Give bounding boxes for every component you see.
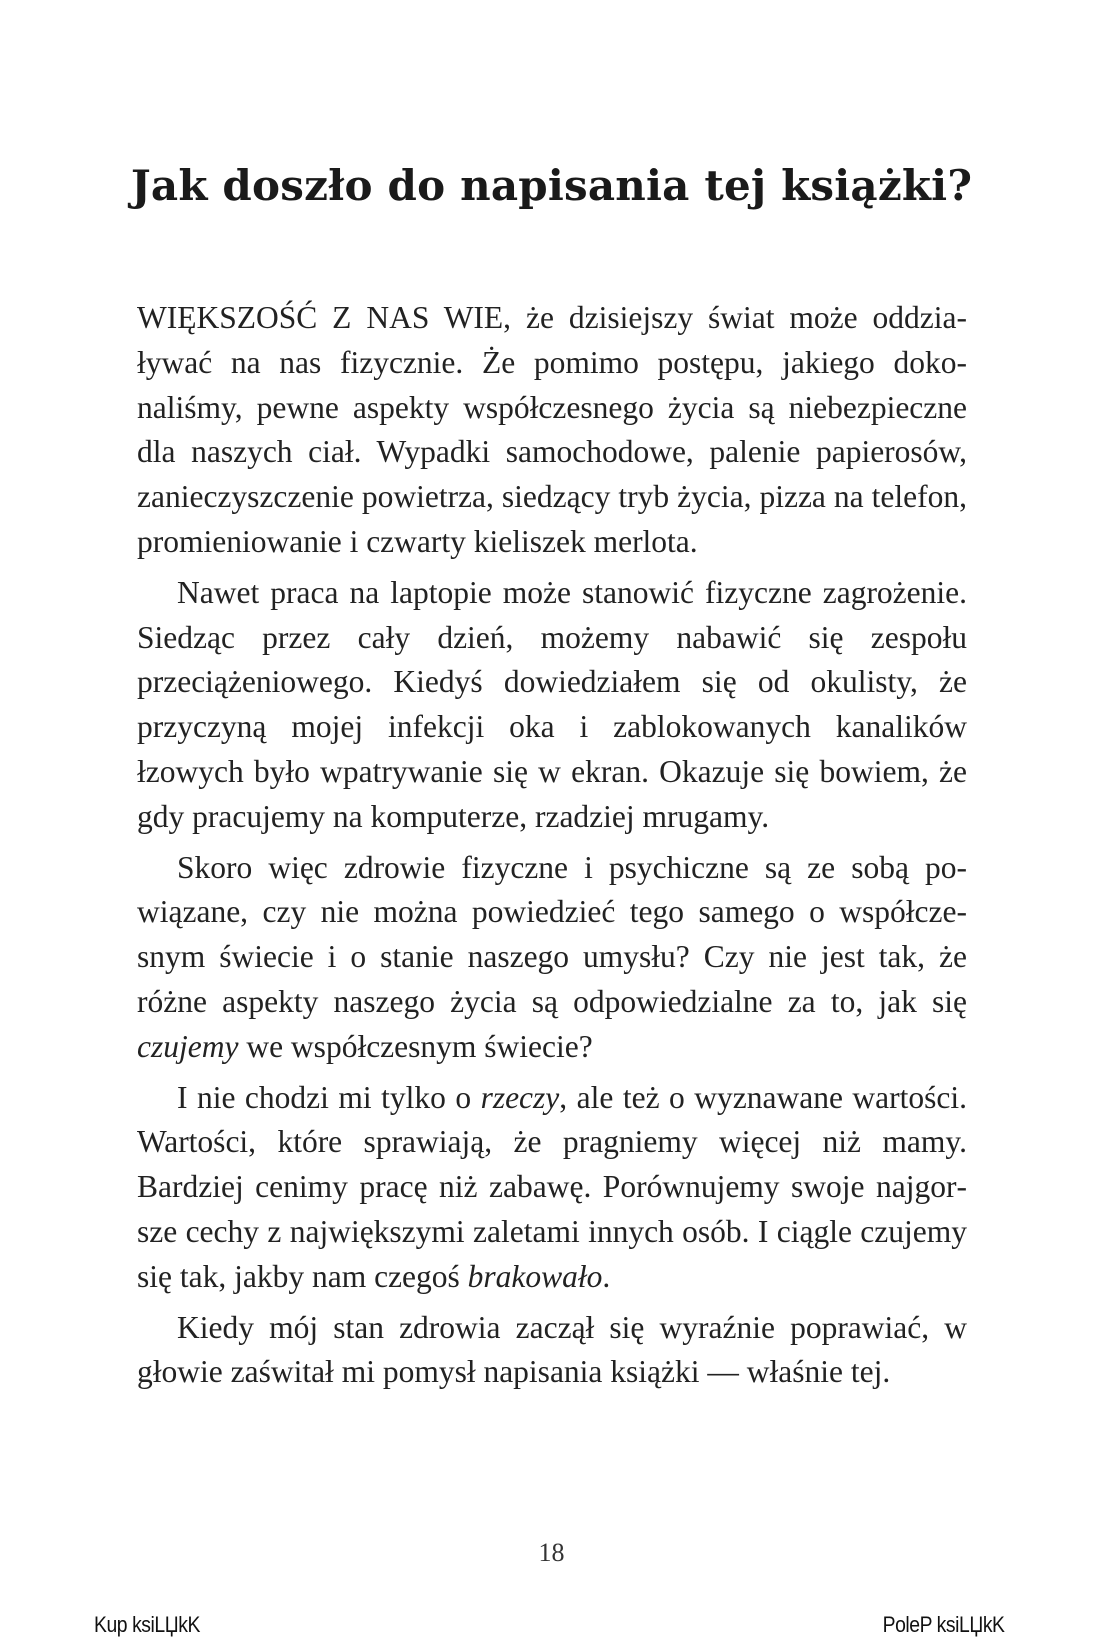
paragraph-4-text-middle: , ale też o wyznawane wartości. Wartości, które sprawiają, że pragniemy więcej niż mamy. Bardziej cenimy pracę niż zabawę. Porównujemy swoje najgorsze cechy z największymi zaletami innych osób. I ciągle czujemy się tak, jakby nam czegoś (137, 1079, 967, 1294)
paragraph-4-text-before: I nie chodzi mi tylko o (177, 1079, 481, 1115)
recommend-book-link[interactable]: PoleP ksiLЏkK (883, 1612, 1005, 1637)
paragraph-3-text-after: we współczesnym świecie? (238, 1028, 593, 1064)
paragraph-5-text: Kiedy mój stan zdrowia zaczął się wyraźnie poprawiać, w głowie zaświtał mi pomysł napisania książki — właśnie tej. (137, 1309, 967, 1390)
paragraph-1 (137, 296, 967, 565)
paragraph-3-emphasis: czujemy (137, 1028, 239, 1064)
paragraph-3-text-before: Skoro więc zdrowie fizyczne i psychiczne są ze sobą powiązane, czy nie można powiedzieć tego samego o współczesnym świecie i o stanie naszego umysłu? Czy nie jest tak, że różne aspekty naszego życia są odpowiedzialne za to, jak się (137, 849, 967, 1019)
paragraph-4-emphasis: rzeczy (480, 1079, 560, 1115)
chapter-title: Jak doszło do napisania tej książki? (130, 161, 973, 210)
paragraph-2-text: Nawet praca na laptopie może stanowić fizyczne zagrożenie. Siedząc przez cały dzień, możemy nabawić się zespołu przeciążeniowego. Kiedyś dowiedziałem się od okulisty, że przyczyną mojej infekcji oka i zablokowanych kanalików łzowych było wpatrywanie się w ekran. Okazuje się bowiem, że gdy pracujemy na komputerze, rzadziej mrugamy. (137, 574, 967, 834)
paragraph-1-lead: WIĘKSZOŚĆ Z NAS WIE (137, 300, 504, 335)
paragraph-3 (137, 846, 967, 1070)
paragraph-4-emphasis-2: brakowało (467, 1258, 603, 1294)
page-number: 18 (538, 1538, 565, 1567)
paragraph-4 (137, 1076, 967, 1300)
paragraph-1-text: , że dzisiejszy świat może oddziaływać na nas fizycznie. Że pomimo postępu, jakiego dokonaliśmy, pewne aspekty współczesnego życia są niebezpieczne dla naszych ciał. Wypadki samochodowe, palenie papierosów, zanieczyszczenie powietrza, siedzący tryb życia, pizza na telefon, promieniowanie i czwarty kieliszek merlota. (137, 300, 967, 559)
chapter-body (137, 296, 967, 1395)
paragraph-4-text-after: . (602, 1258, 611, 1294)
paragraph-5 (137, 1306, 967, 1396)
buy-book-link[interactable]: Kup ksiLЏkK (94, 1612, 200, 1637)
paragraph-2 (137, 571, 967, 840)
